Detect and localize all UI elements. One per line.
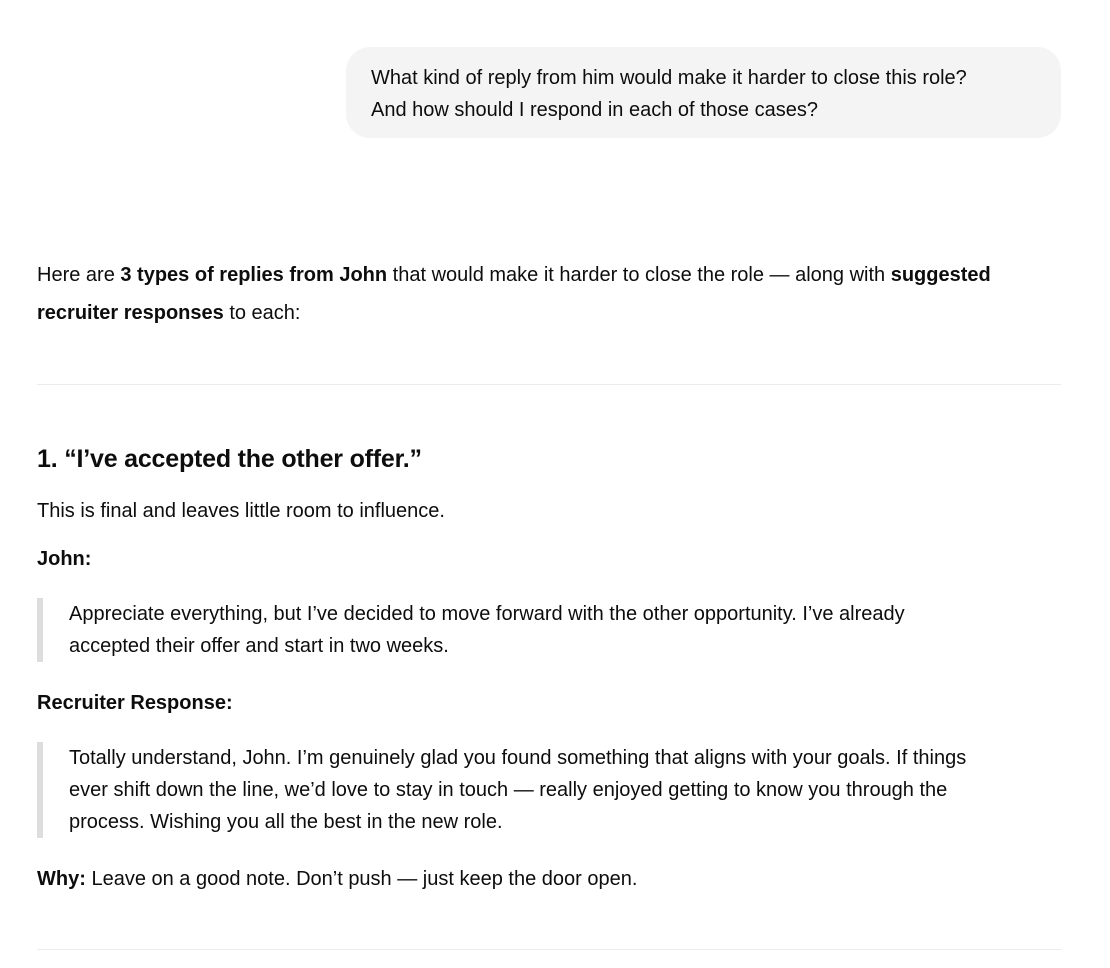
- quote-line: ever shift down the line, we’d love to stay in touch — really enjoyed getting to know you through the: [69, 779, 948, 801]
- john-label-text: John:: [37, 548, 92, 570]
- john-label: [37, 543, 91, 575]
- why-label: Why:: [37, 868, 86, 890]
- intro-text: to each:: [223, 302, 301, 324]
- intro-text: Here are: [37, 264, 121, 286]
- recruiter-label: [37, 687, 233, 719]
- why-note: [37, 863, 637, 895]
- quote-line: Appreciate everything, but I’ve decided to move forward with the other opportunity. I’ve already: [69, 603, 905, 625]
- user-message-bubble: [346, 47, 1061, 138]
- recruiter-quote: [37, 742, 1061, 838]
- divider: [37, 949, 1061, 950]
- quote-line: process. Wishing you all the best in the new role.: [69, 811, 503, 833]
- divider: [37, 384, 1061, 385]
- user-message-line: And how should I respond in each of those cases?: [371, 99, 818, 121]
- section-heading: 1. “I’ve accepted the other offer.”: [37, 445, 422, 473]
- why-text: Leave on a good note. Don’t push — just keep the door open.: [85, 868, 638, 890]
- quote-line: accepted their offer and start in two weeks.: [69, 635, 449, 657]
- recruiter-label-text: Recruiter Response:: [37, 692, 233, 714]
- assistant-intro: [37, 256, 1067, 332]
- quote-line: Totally understand, John. I’m genuinely glad you found something that aligns with your goals. If things: [69, 747, 967, 769]
- john-quote: [37, 598, 1061, 662]
- intro-bold: 3 types of replies from John: [120, 264, 388, 286]
- intro-text: that would make it harder to close the role — along with: [387, 264, 891, 286]
- section-description: This is final and leaves little room to influence.: [37, 500, 445, 522]
- intro-bold: suggested recruiter responses: [37, 264, 991, 324]
- user-message-line: What kind of reply from him would make it harder to close this role?: [371, 67, 967, 89]
